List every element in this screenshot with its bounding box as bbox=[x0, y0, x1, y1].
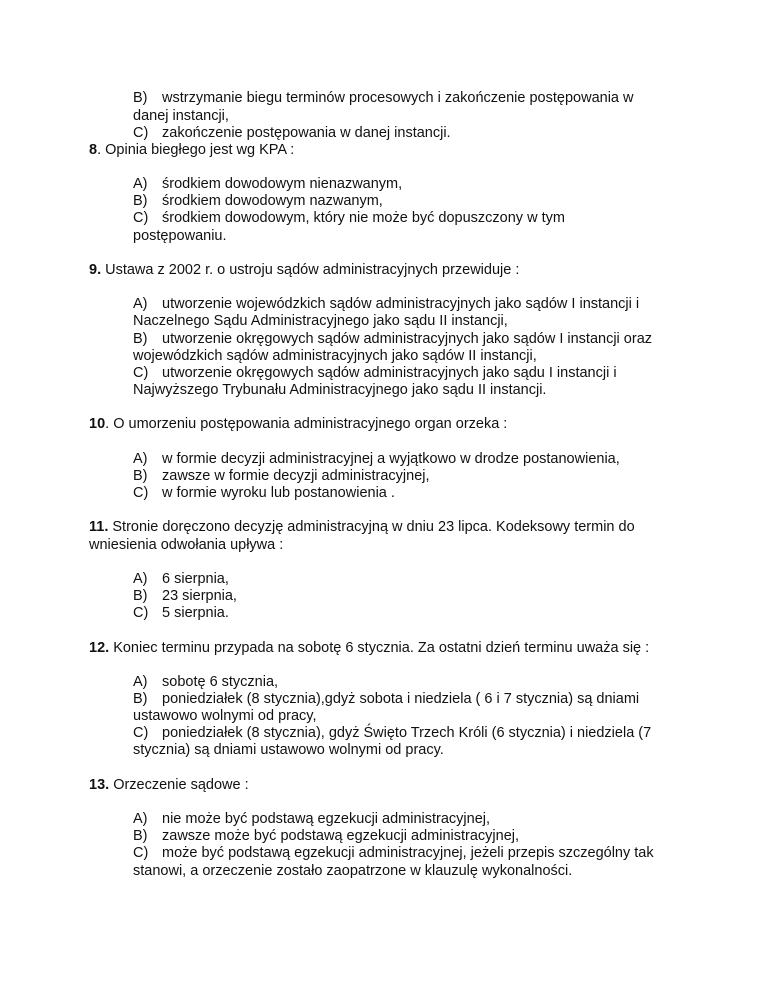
question-11-cont: wniesienia odwołania upływa : bbox=[89, 537, 284, 553]
option-label: A) bbox=[133, 451, 148, 467]
q11-option-c: C) 5 sierpnia. bbox=[133, 605, 229, 621]
option-label: C) bbox=[133, 485, 149, 501]
question-11: 11. Stronie doręczono decyzję administracyjną w dniu 23 lipca. Kodeksowy termin do bbox=[89, 519, 635, 535]
option-label: A) bbox=[133, 571, 148, 587]
q10-option-b: B) zawsze w formie decyzji administracyjnej, bbox=[133, 468, 430, 484]
q8-option-b: B) środkiem dowodowym nazwanym, bbox=[133, 193, 383, 209]
q13-option-a: A) nie może być podstawą egzekucji administracyjnej, bbox=[133, 811, 491, 827]
q10-option-c: C) w formie wyroku lub postanowienia . bbox=[133, 485, 395, 501]
q12-option-c-cont: stycznia) są dniami ustawowo wolnymi od pracy. bbox=[133, 742, 444, 758]
q13-option-c: C) może być podstawą egzekucji administracyjnej, jeżeli przepis szczególny tak bbox=[133, 845, 654, 861]
option-label: C) bbox=[133, 210, 149, 226]
option-label: A) bbox=[133, 176, 148, 192]
question-number: 13. bbox=[89, 777, 110, 793]
option-label: B) bbox=[133, 193, 148, 209]
option-label: C) bbox=[133, 725, 149, 741]
q12-option-b-cont: ustawowo wolnymi od pracy, bbox=[133, 708, 317, 724]
q9-option-c-cont: Najwyższego Trybunału Administracyjnego jako sądu II instancji. bbox=[133, 382, 547, 398]
q9-option-c: C) utworzenie okręgowych sądów administracyjnych jako sądu I instancji i bbox=[133, 365, 617, 381]
q9-option-a-cont: Naczelnego Sądu Administracyjnego jako sądu II instancji, bbox=[133, 313, 508, 329]
option-label: B) bbox=[133, 468, 148, 484]
q13-option-b: B) zawsze może być podstawą egzekucji administracyjnej, bbox=[133, 828, 520, 844]
q11-option-a: A) 6 sierpnia, bbox=[133, 571, 229, 587]
q10-option-a: A) w formie decyzji administracyjnej a wyjątkowo w drodze postanowienia, bbox=[133, 451, 620, 467]
option-label: A) bbox=[133, 811, 148, 827]
question-9: 9. Ustawa z 2002 r. o ustroju sądów administracyjnych przewiduje : bbox=[89, 262, 520, 278]
option-label: C) bbox=[133, 605, 149, 621]
option-label: A) bbox=[133, 296, 148, 312]
option-label: C) bbox=[133, 365, 149, 381]
prev-option-c: C) zakończenie postępowania w danej instancji. bbox=[133, 125, 451, 141]
option-label: B) bbox=[133, 691, 148, 707]
option-label: B) bbox=[133, 331, 148, 347]
question-10: 10. O umorzeniu postępowania administracyjnego organ orzeka : bbox=[89, 416, 508, 432]
question-number: 12. bbox=[89, 640, 110, 656]
prev-option-b-cont: danej instancji, bbox=[133, 108, 229, 124]
option-label: B) bbox=[133, 90, 148, 106]
option-label: B) bbox=[133, 828, 148, 844]
question-number: 9. bbox=[89, 262, 102, 278]
question-8: 8. Opinia biegłego jest wg KPA : bbox=[89, 142, 295, 158]
q8-option-c-cont: postępowaniu. bbox=[133, 228, 227, 244]
prev-option-b: B) wstrzymanie biegu terminów procesowych i zakończenie postępowania w bbox=[133, 90, 634, 106]
question-number: 11. bbox=[89, 519, 109, 535]
option-label: B) bbox=[133, 588, 148, 604]
question-13: 13. Orzeczenie sądowe : bbox=[89, 777, 249, 793]
q13-option-c-cont: stanowi, a orzeczenie zostało zaopatrzone w klauzulę wykonalności. bbox=[133, 863, 573, 879]
q8-option-a: A) środkiem dowodowym nienazwanym, bbox=[133, 176, 403, 192]
option-label: C) bbox=[133, 845, 149, 861]
question-number: 10 bbox=[89, 416, 106, 432]
q11-option-b: B) 23 sierpnia, bbox=[133, 588, 237, 604]
q9-option-a: A) utworzenie wojewódzkich sądów administracyjnych jako sądów I instancji i bbox=[133, 296, 640, 312]
q9-option-b-cont: wojewódzkich sądów administracyjnych jako sądów II instancji, bbox=[133, 348, 537, 364]
q12-option-b: B) poniedziałek (8 stycznia),gdyż sobota i niedziela ( 6 i 7 stycznia) są dniami bbox=[133, 691, 640, 707]
q12-option-c: C) poniedziałek (8 stycznia), gdyż Święto Trzech Króli (6 stycznia) i niedziela (7 bbox=[133, 725, 652, 741]
q9-option-b: B) utworzenie okręgowych sądów administracyjnych jako sądów I instancji oraz bbox=[133, 331, 653, 347]
option-label: C) bbox=[133, 125, 149, 141]
question-12: 12. Koniec terminu przypada na sobotę 6 stycznia. Za ostatni dzień terminu uważa się : bbox=[89, 640, 650, 656]
option-label: A) bbox=[133, 674, 148, 690]
q8-option-c: C) środkiem dowodowym, który nie może być dopuszczony w tym bbox=[133, 210, 565, 226]
q12-option-a: A) sobotę 6 stycznia, bbox=[133, 674, 279, 690]
question-number: 8 bbox=[89, 142, 98, 158]
